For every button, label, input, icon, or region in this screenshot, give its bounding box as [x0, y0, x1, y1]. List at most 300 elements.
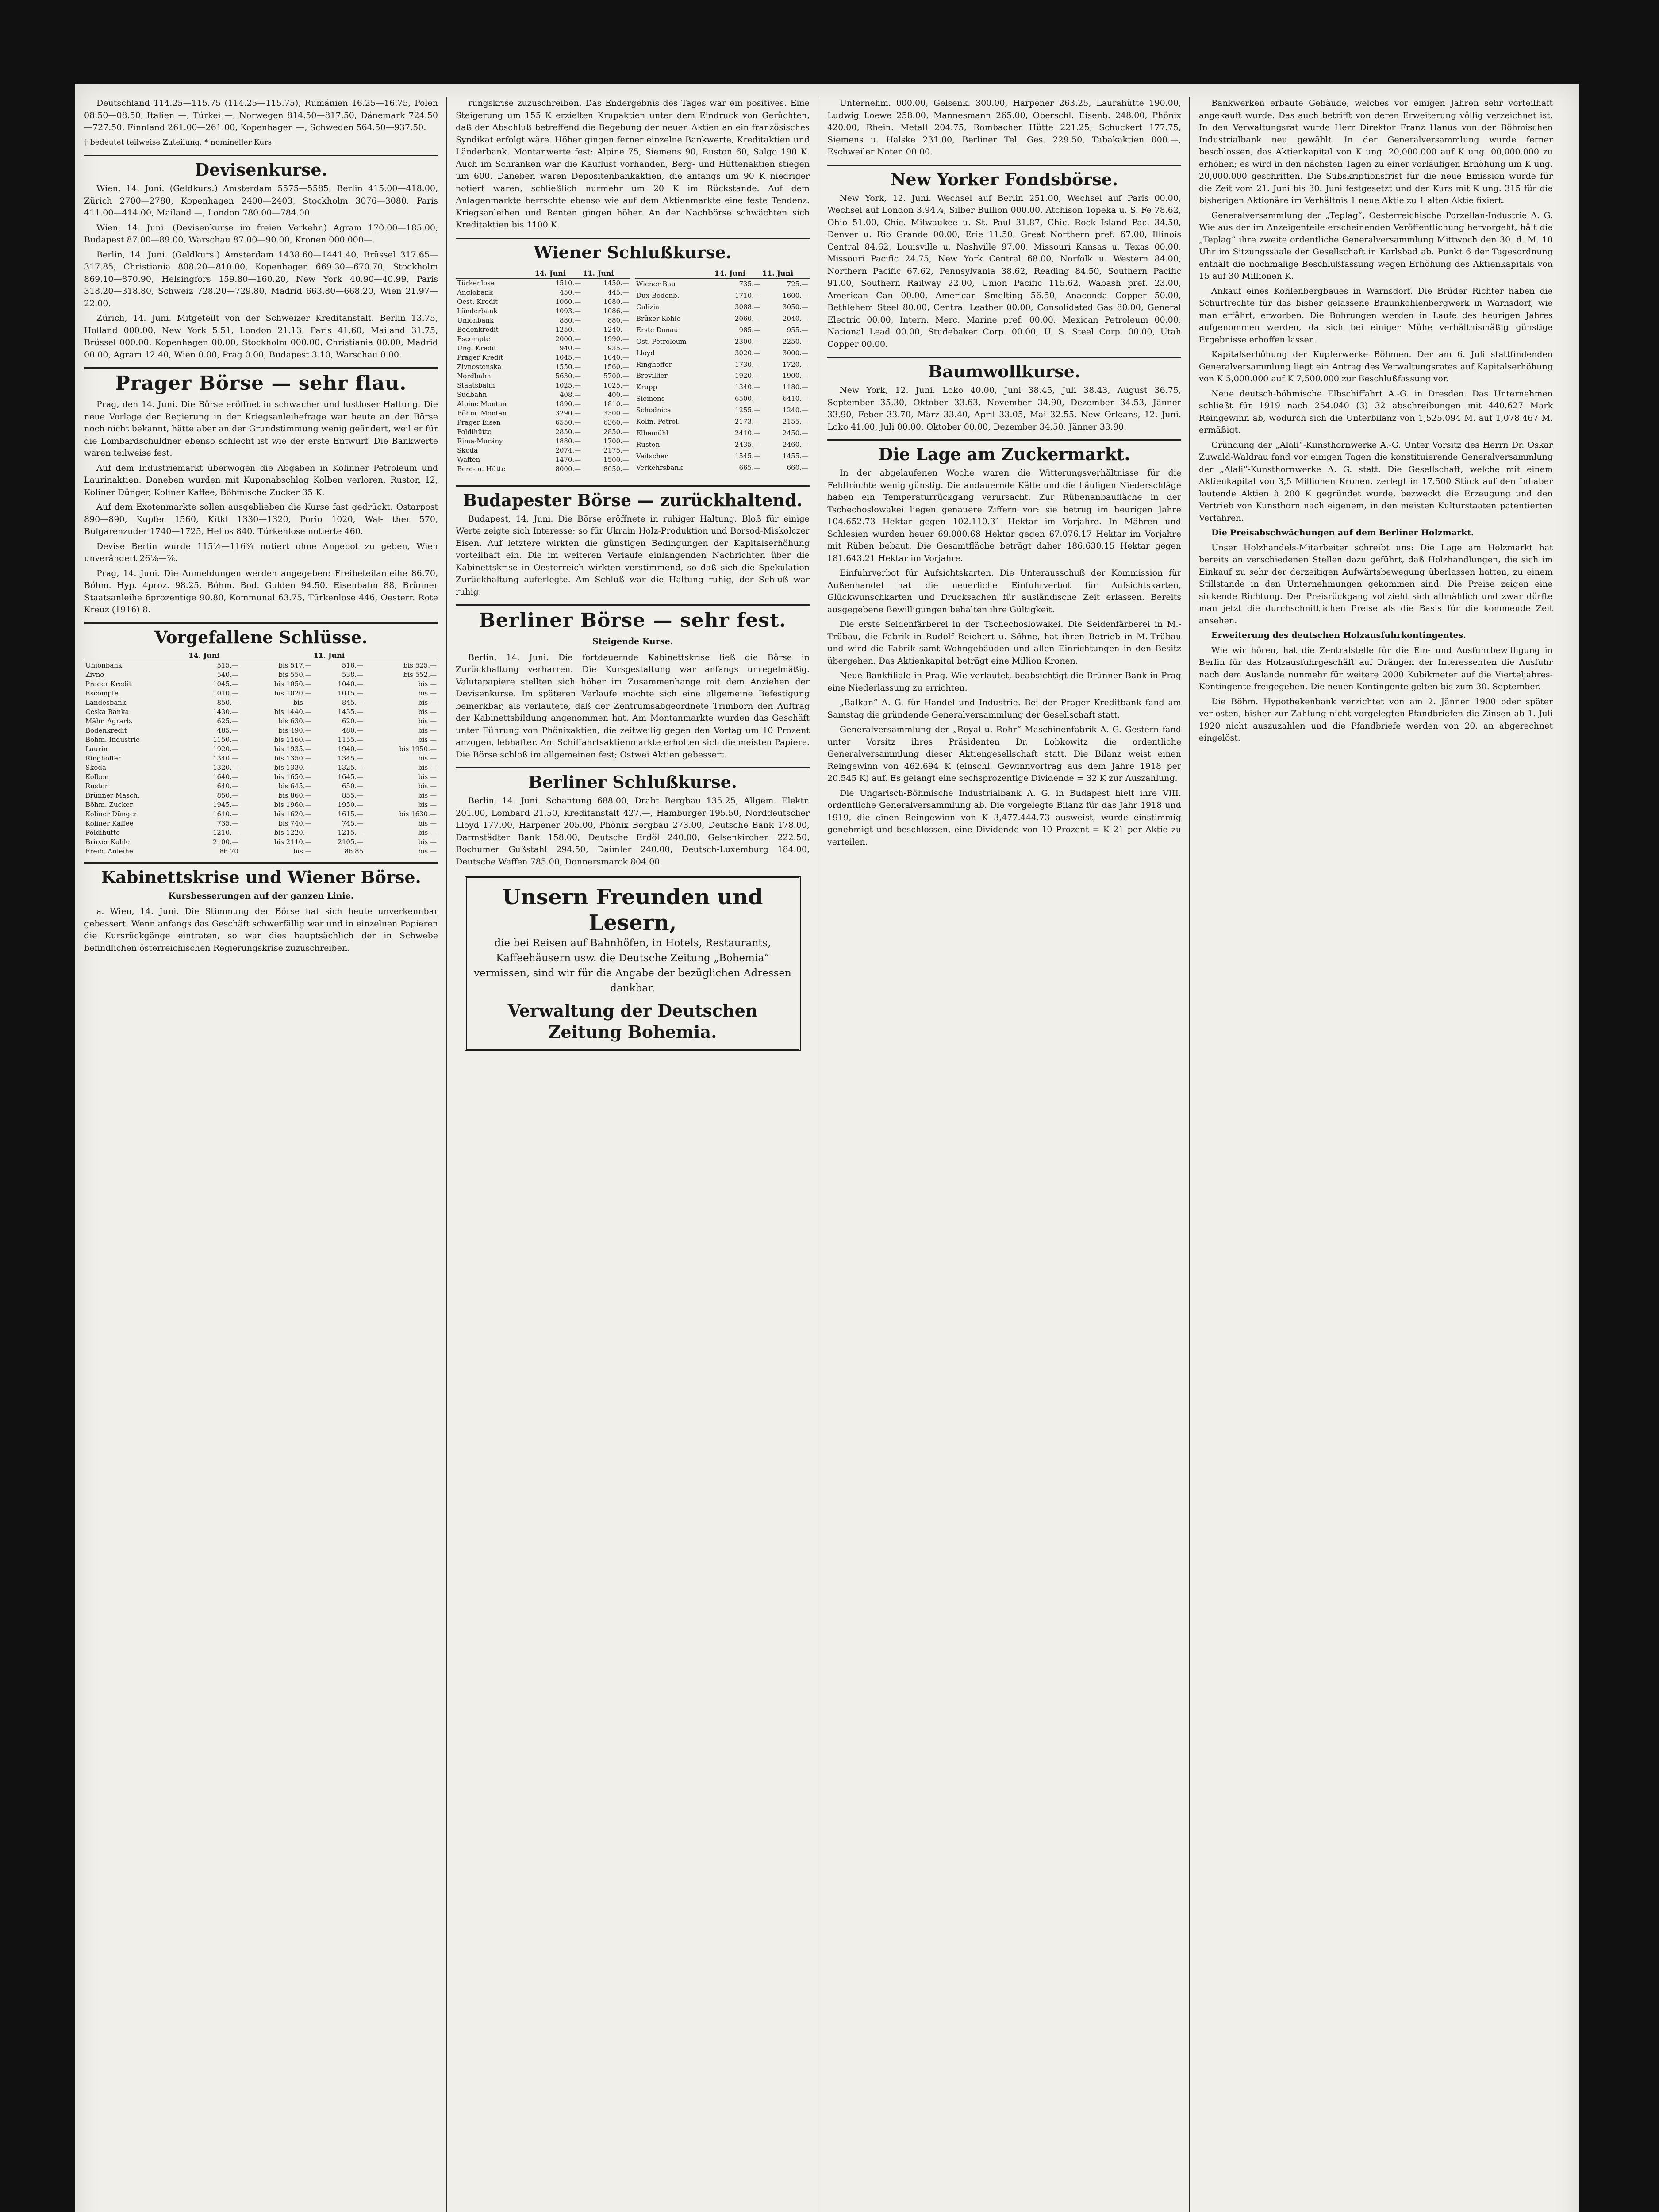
price-cell: bis — [293, 698, 312, 707]
price-cell: 935.— [607, 344, 629, 352]
table-row [635, 416, 810, 428]
price-cell: 1645.— [338, 772, 364, 781]
table-row [84, 726, 438, 735]
security-name: Ost. Petroleum [636, 337, 687, 346]
price-cell: 400.— [607, 390, 629, 399]
section-title-new-york: New Yorker Fondsbörse. [827, 165, 1181, 190]
security-name: Prager Kredit [85, 680, 132, 688]
price-cell: 445.— [607, 288, 629, 296]
price-cell: 880.— [607, 316, 629, 324]
price-cell: 485.— [217, 726, 238, 734]
table-row [635, 439, 810, 451]
table-row [635, 382, 810, 393]
security-name: Verkehrsbank [636, 463, 683, 472]
security-name: Staatsbahn [457, 381, 495, 389]
price-cell: 1060.— [555, 297, 581, 306]
table-row [84, 707, 438, 717]
news-item: Einfuhrverbot für Aufsichtskarten. Die Unterausschuß der Kommission für Außenhandel hat die neuerliche Einfuhrverbot für Aufsichtskarten, Glückwunschkarten und Drucksachen für ausländische Zeit erlassen. Bereits ausgegebene Bewilligungen behalten ihre Gültigkeit. [827, 568, 1181, 614]
security-name: Koliner Kaffee [85, 819, 134, 827]
price-cell: bis — [418, 837, 437, 846]
table-row [84, 670, 438, 680]
security-name: Kolin. Petrol. [636, 418, 680, 426]
price-cell: 1320.— [212, 763, 238, 772]
price-cell: 2300.— [734, 337, 760, 346]
price-cell: 2175.— [603, 446, 629, 454]
security-name: Brüxer Kohle [85, 837, 130, 846]
security-name: Ruston [636, 440, 660, 449]
security-name: Dux-Bodenb. [636, 292, 680, 300]
table-row [635, 428, 810, 439]
price-cell: 1730.— [734, 360, 760, 369]
security-name: Poldihütte [457, 427, 492, 436]
table-row [635, 290, 810, 302]
devisen-wien: Wien, 14. Juni. (Geldkurs.) Amsterdam 5575—5585, Berlin 415.00—418.00, Zürich 2700—2780, Kopenhagen 2400—2403, Stockholm 3076—3080, Paris 411.00—414.00, Mailand —, London 780.00—784.00. [84, 184, 438, 218]
price-cell: 1025.— [555, 381, 581, 389]
col-header: 14. Juni [714, 268, 762, 279]
section-title-berliner-boerse: Berliner Börse — sehr fest. [456, 604, 810, 632]
price-cell: 3050.— [783, 303, 808, 311]
news-item: Generalversammlung der „Royal u. Rohr“ Maschinenfabrik A. G. Gestern fand unter Vorsitz ihres Präsidenten Dr. Lobkowitz die ordentliche Generalversammlung dieser Aktiengesellschaft statt. Die Bilanz weist einen Reingewinn von 462.694 K (einschl. Gewinnvortrag aus dem Jahre 1918 per 20.545 K) auf. Es gelangt eine sechsprozentige Dividende = 32 K zur Auszahlung. [827, 725, 1181, 783]
price-cell: 650.— [342, 782, 364, 790]
price-cell: bis 1160.— [274, 735, 312, 744]
price-cell: 1560.— [603, 362, 629, 371]
price-cell: 5630.— [555, 372, 581, 380]
security-name: Skoda [457, 446, 478, 454]
price-cell: 660.— [787, 463, 808, 472]
subtitle: Steigende Kurse. [592, 637, 673, 646]
price-cell: bis 1630.— [399, 810, 437, 818]
table-row [456, 381, 630, 390]
news-item: Wie wir hören, hat die Zentralstelle für die Ein- und Ausfuhrbewilligung in Berlin für das Holzausfuhrgeschäft auf Drängen der Interessenten die Ausfuhr nach dem Auslande nunmehr für weitere 2000 Kubikmeter auf die Vierteljahres-Kontingente freigegeben. Die neuen Kontingente gelten bis zum 30. September. [1199, 645, 1553, 691]
price-cell: 2000.— [555, 334, 581, 343]
subtitle: Kursbesserungen auf der ganzen Linie. [168, 891, 354, 901]
baumwolle-para: New York, 12. Juni. Loko 40.00, Juni 38.45, Juli 38.43, August 36.75, September 35.30, Oktober 33.63, November 34.90, Dezember 34.53, Jänner 33.90, Feber 33.70, März 33.40, April 33.05, Mai 32.55. New Orleans, 12. Juni. Loko 41.00, Juli 00.00, Oktober 00.00, Dezember 34.50, Jänner 33.90. [827, 385, 1181, 432]
table-row [456, 353, 630, 362]
price-cell: 2105.— [338, 837, 364, 846]
price-cell: 2040.— [783, 314, 808, 323]
table-row [84, 819, 438, 828]
price-cell: 1500.— [603, 455, 629, 464]
price-cell: 1710.— [734, 292, 760, 300]
table-row [84, 698, 438, 707]
price-cell: 2435.— [734, 440, 760, 449]
news-item: Ankauf eines Kohlenbergbaues in Warnsdorf. Die Brüder Richter haben die Schurfrechte für das bisher gelassene Braunkohlenbergwerk in Warnsdorf, wie man erfährt, erworben. Die Bohrungen werden in Laufe des heurigen Jahres aufgenommen werden, da sich bei einiger Mühe verhältnismäßig günstige Ergebnisse erhoffen lassen. [1199, 286, 1553, 345]
price-cell: 480.— [342, 726, 364, 734]
price-cell: bis — [418, 754, 437, 762]
security-name: Südbahn [457, 390, 487, 399]
security-name: Länderbank [457, 307, 498, 315]
table-row [456, 372, 630, 381]
price-cell: 515.— [217, 661, 238, 669]
prager-para: Auf dem Exotenmarkte sollen ausgeblieben die Kurse fast gedrückt. Ostarpost 890—890, Kupfer 1560, Kitkl 1330—1320, Porio 1020, Wal- ther 570, Bulgarenzuder 1740—1725, Helios 840. Türkenlose notierte 460. [84, 502, 438, 536]
price-cell: bis — [418, 698, 437, 707]
price-cell: bis 490.— [278, 726, 312, 734]
price-cell: bis — [293, 847, 312, 855]
column-4 [1199, 97, 1553, 2212]
price-cell: 1600.— [783, 292, 808, 300]
table-row [456, 325, 630, 334]
table-row [84, 828, 438, 837]
price-cell: 1025.— [603, 381, 629, 389]
price-cell: 2460.— [783, 440, 808, 449]
security-name: Rima-Muräny [457, 437, 503, 445]
section-title-zucker: Die Lage am Zuckermarkt. [827, 439, 1181, 465]
notice-signature: Verwaltung der Deutschen Zeitung Bohemia. [507, 1001, 758, 1042]
price-cell: 1510.— [555, 279, 581, 287]
price-cell: 845.— [342, 698, 364, 707]
price-cell: 1040.— [603, 353, 629, 361]
price-cell: 2450.— [783, 429, 808, 438]
news-item: Unser Holzhandels-Mitarbeiter schreibt uns: Die Lage am Holzmarkt hat bereits an verschiedenen Stellen dazu geführt, daß Holzhandlungen, die sich im Einkauf zu sehr der derzeitigen Aufwärtsbewegung überlassen hatten, zu einem Stillstande in den Unternehmungen gekommen sind. Die Preise zeigen eine sinkende Richtung. Der Preisrückgang vollzieht sich allmählich und zwar dürfte man jetzt die durchschnittlichen Preise als die Basis für die kommende Zeit ansehen. [1199, 542, 1553, 626]
price-cell: bis 1350.— [274, 754, 312, 762]
col-header: 11. Juni [313, 650, 438, 661]
price-cell: 735.— [739, 280, 760, 288]
price-cell: 940.— [559, 344, 581, 352]
security-name: Oest. Kredit [457, 297, 498, 306]
notice-body: die bei Reisen auf Bahnhöfen, in Hotels, Restaurants, Kaffeehäusern usw. die Deutsche Zeitung „Bohemia“ vermissen, sind wir für die Angabe der bezüglichen Adressen dankbar. [474, 937, 791, 994]
price-cell: 640.— [217, 782, 238, 790]
section-title-berliner-schlusskurse: Berliner Schlußkurse. [456, 767, 810, 792]
price-cell: 6360.— [603, 418, 629, 426]
table-row [635, 313, 810, 324]
security-name: Berg- u. Hütte [457, 465, 506, 473]
price-cell: bis 1050.— [274, 680, 312, 688]
price-cell: 1340.— [734, 383, 760, 392]
price-cell: 1990.— [603, 334, 629, 343]
notice-title: Unsern Freunden und Lesern, [502, 885, 763, 935]
security-name: Brevillier [636, 372, 668, 380]
price-cell: 1045.— [212, 680, 238, 688]
table-row [635, 359, 810, 370]
price-cell: 1610.— [212, 810, 238, 818]
security-name: Türkenlose [457, 279, 495, 287]
table-row [84, 810, 438, 819]
price-cell: bis 1330.— [274, 763, 312, 772]
price-cell: 1550.— [555, 362, 581, 371]
price-cell: 1086.— [603, 307, 629, 315]
price-cell: 1700.— [603, 437, 629, 445]
price-cell: 516.— [342, 661, 364, 669]
table-row [84, 745, 438, 754]
news-item: Die Ungarisch-Böhmische Industrialbank A. G. in Budapest hielt ihre VIII. ordentliche Generalversammlung ab. Die vorgelegte Bilanz für das Jahr 1918 und 1919, die einen Reingewinn von K 3,477.444.73 ausweist, wurde einstimmig genehmigt und beschlossen, eine Dividende von 10 Prozent = K 21 per Aktie zu verteilen. [827, 788, 1181, 847]
price-cell: 2250.— [783, 337, 808, 346]
price-cell: bis — [418, 680, 437, 688]
table-row [456, 455, 630, 465]
table-row [84, 800, 438, 810]
table-row [456, 334, 630, 344]
news-item: Bankwerken erbaute Gebäude, welches vor einigen Jahren sehr vorteilhaft angekauft wurde. Das auch betrifft von deren Erweiterung völlig verzeichnet ist. In den Verwaltungsrat wurde Herr Direktor Franz Hanus von der Böhmischen Industrialbank neu gewählt. In der Generalversammlung wurde ferner beschlossen, das Aktienkapital von K ung. 20,000.000 auf K ung. 00,000.000 zu erhöhen; es wird in den nächsten Tagen zu einer vorläufigen Erhöhung um K ung. 20,000.000 geschritten. Die Subskriptionsfrist für die neue Emission wurde für die Zeit vom 21. Juni bis 30. Juni festgesetzt und der Kurs mit K ung. 315 für die bisherigen Aktionäre im Verhältnis 1 neue Aktie zu 1 alten Aktie fixiert. [1199, 98, 1553, 205]
security-name: Ringhoffer [85, 754, 121, 762]
security-name: Böhm. Zucker [85, 800, 133, 809]
price-cell: 665.— [739, 463, 760, 472]
price-cell: bis 630.— [278, 717, 312, 725]
price-cell: 725.— [787, 280, 808, 288]
table-row [456, 362, 630, 372]
table-row [635, 462, 810, 473]
zucker-para: In der abgelaufenen Woche waren die Witterungsverhältnisse für die Feldfrüchte wenig günstig. Die andauernde Kälte und die häufigen Niederschläge haben ein Temperaturrückgang verursacht. Zur Rübenanbaufläche in der Tschechoslowakei liegen genauere Ziffern vor: sie betrug im heurigen Jahre 104.652.73 Hektar gegen 102.110.31 Hektar im Vorjahre. In Mähren und Schlesien wurden heuer 69.000.68 Hektar gegen 67.076.17 Hektar im Vorjahre mit Rüben bebaut. Die Gesamtfläche beträgt daher 186.630.15 Hektar gegen 181.643.21 Hektar im Vorjahre. [827, 468, 1181, 563]
table-row [635, 405, 810, 416]
price-cell: 6410.— [783, 395, 808, 403]
table-row [456, 427, 630, 437]
security-name: Elbemühl [636, 429, 668, 438]
wiener-boerse-para: rungskrise zuzuschreiben. Das Endergebnis des Tages war ein positives. Eine Steigerung um 155 K erzielten Krupaktien unter dem Eindruck von Gerüchten, daß der Abschluß betreffend die Begebung der neuen Aktien an ein französisches Syndikat erfolgt wäre. Höher gingen ferner einzelne Bankwerte, Kreditaktien und Länderbank. Montanwerte fest: Alpine 75, Siemens 90, Ruston 60, Salgo 190 K. Auch im Schranken war die Kauflust vorhanden, Berg- und Hüttenaktien stiegen um 600. Daneben waren Depositenbankaktien, die anfangs um 90 K niedriger notiert waren, schließlich nurmehr um 20 K im Rückstande. Auf dem Anlagenmarkte herrschte ebenso wie auf dem Aktienmarkte eine feste Tendenz. Kriegsanleihen und Renten gingen höher. An der Nachbörse schwächten sich Kreditaktien bis 1100 K. [456, 98, 810, 230]
price-cell: bis 740.— [278, 819, 312, 827]
price-cell: 1920.— [212, 745, 238, 753]
price-cell: 850.— [217, 791, 238, 799]
vorgefallene-table [84, 650, 438, 856]
price-cell: bis — [418, 726, 437, 734]
col-header: 11. Juni [762, 268, 810, 279]
price-cell: 1900.— [783, 372, 808, 380]
col-header: 14. Juni [534, 268, 583, 279]
price-cell: bis — [418, 717, 437, 725]
price-cell: bis 1020.— [274, 689, 312, 697]
budapest-para: Budapest, 14. Juni. Die Börse eröffnete in ruhiger Haltung. Bloß für einige Werte zeigte sich Interesse; so für Ukrain Holz-Produktion und Borsod-Miskolczer Eisen. Auf letztere wirkten die günstigen Bedingungen der Kapitalserhöhung vorteilhaft ein. Die im weiteren Verlaufe einlangenden Nachrichten über die Kabinettskrise in Oesterreich wirkten verstimmend, so daß sich die Spekulation Zurückhaltung auferlegte. Am Schluß war die Haltung ruhig, der Schluß war ruhig. [456, 514, 810, 597]
table-row [456, 390, 630, 399]
price-cell: 450.— [559, 288, 581, 296]
table-row [456, 288, 630, 297]
price-cell: 1810.— [603, 399, 629, 408]
footnote: † bedeutet teilweise Zuteilung. * nomineller Kurs. [84, 138, 274, 147]
section-title-kabinettskrise: Kabinettskrise und Wiener Börse. [84, 862, 438, 887]
devisen-zuerich: Zürich, 14. Juni. Mitgeteilt von der Schweizer Kreditanstalt. Berlin 13.75, Holland 000.00, New York 5.51, London 21.13, Paris 41.60, Mailand 31.75, Brüssel 000.00, Kopenhagen 00.00, Stockholm 000.00, Christiania 00.00, Madrid 00.00, Agram 12.40, Wien 0.00, Prag 0.00, Budapest 3.10, Warschau 0.00. [84, 313, 438, 360]
price-cell: 1250.— [555, 325, 581, 334]
security-name: Böhm. Industrie [85, 735, 140, 744]
security-name: Bodenkredit [85, 726, 127, 734]
price-cell: 6550.— [555, 418, 581, 426]
price-cell: 735.— [217, 819, 238, 827]
security-name: Prager Eisen [457, 418, 501, 426]
price-cell: 855.— [342, 791, 364, 799]
price-cell: bis 525.— [403, 661, 437, 669]
price-cell: 3300.— [603, 409, 629, 417]
table-row [84, 772, 438, 782]
price-cell: bis 552.— [403, 670, 437, 679]
wiener-table-left [456, 268, 630, 474]
price-cell: 1470.— [555, 455, 581, 464]
security-name: Brüxer Kohle [636, 314, 681, 323]
security-name: Laurin [85, 745, 108, 753]
berliner-para: Berlin, 14. Juni. Die fortdauernde Kabinettskrise ließ die Börse in Zurückhaltung verharren. Die Kursgestaltung war anfangs unregelmäßig. Valutapapiere stellten sich höher im Zusammenhange mit dem Anziehen der Devisenkurse. Im späteren Verlaufe machte sich eine allgemeine Befestigung bemerkbar, als verlautete, daß der Zentrumsabgeordnete Trimborn den Auftrag der Kabinettsbildung angenommen hat. Am Montanmarkte wurden das Geschäft unter Führung von Phönixaktien, die zeitweilig gegen den Vortag um 10 Prozent anzogen, lebhafter. Am Schiffahrtsaktienmarkte erholten sich die meisten Papiere. Die Börse schloß im allgemeinen fest; Ostwei Aktien gebessert. [456, 652, 810, 760]
table-row [84, 735, 438, 745]
price-cell: 6500.— [734, 395, 760, 403]
security-name: Zivnostenska [457, 362, 502, 371]
security-name: Escompte [457, 334, 490, 343]
security-name: Ceska Banka [85, 707, 129, 716]
price-cell: 3020.— [734, 349, 760, 357]
price-cell: bis — [418, 847, 437, 855]
price-cell: 1325.— [338, 763, 364, 772]
column-rule [446, 97, 447, 2212]
price-cell: 955.— [787, 326, 808, 334]
table-row [456, 297, 630, 307]
col-header: 14. Juni [188, 650, 313, 661]
table-row [635, 301, 810, 313]
table-row [456, 399, 630, 409]
table-row [84, 754, 438, 763]
price-cell: bis 645.— [278, 782, 312, 790]
price-cell: bis — [418, 707, 437, 716]
price-cell: 2410.— [734, 429, 760, 438]
price-cell: 1045.— [555, 353, 581, 361]
price-cell: bis — [418, 791, 437, 799]
kabinettskrise-para: a. Wien, 14. Juni. Die Stimmung der Börse hat sich heute unverkennbar gebessert. Wenn anfangs das Geschäft schwerfällig war und in einzelnen Papieren die Kursrückgänge eintraten, so war dies hauptsächlich der in Schwebe befindlichen österreichischen Regierungskrise zuzuschreiben. [84, 906, 438, 953]
price-cell: 1240.— [603, 325, 629, 334]
security-name: Waffen [457, 455, 480, 464]
section-title-budapest: Budapester Börse — zurückhaltend. [456, 485, 810, 511]
devisen-wien-frei: Wien, 14. Juni. (Devisenkurse im freien Verkehr.) Agram 170.00—185.00, Budapest 87.00—89.00, Warschau 87.00—90.00, Kronen 000.000—. [84, 223, 438, 245]
table-row [84, 689, 438, 698]
security-name: Ringhoffer [636, 360, 672, 369]
price-cell: 1093.— [555, 307, 581, 315]
section-title-wiener-schlusskurse: Wiener Schlußkurse. [456, 238, 810, 263]
table-row [84, 782, 438, 791]
price-cell: 1345.— [338, 754, 364, 762]
table-row [84, 717, 438, 726]
security-name: Bodenkredit [457, 325, 499, 334]
security-name: Freib. Anleihe [85, 847, 133, 855]
news-item: „Balkan“ A. G. für Handel und Industrie. Bei der Prager Kreditbank fand am Samstag die gründende Generalversammlung der Gesellschaft statt. [827, 698, 1181, 720]
table-row [456, 418, 630, 427]
price-cell: bis 1960.— [274, 800, 312, 809]
price-cell: 2074.— [555, 446, 581, 454]
price-cell: 3000.— [783, 349, 808, 357]
price-cell: 1615.— [338, 810, 364, 818]
news-item: Die erste Seidenfärberei in der Tschechoslowakei. Die Seidenfärberei in M.-Trübau, die Fabrik in Rudolf Reichert u. Söhne, hat ihren Betrieb in M.-Trübau und wird die Fabrik samt Wohngebäuden und allen Einrichtungen in den Besitz übergehen. Das Aktienkapital beträgt eine Million Kronen. [827, 619, 1181, 666]
price-cell: 1945.— [212, 800, 238, 809]
price-cell: bis — [418, 782, 437, 790]
price-cell: 1435.— [338, 707, 364, 716]
price-cell: bis — [418, 689, 437, 697]
price-cell: 2155.— [783, 418, 808, 426]
security-name: Unionbank [85, 661, 123, 669]
table-row [635, 370, 810, 382]
security-name: Wiener Bau [636, 280, 676, 288]
price-cell: bis 1220.— [274, 828, 312, 837]
price-cell: 1215.— [338, 828, 364, 837]
security-name: Escompte [85, 689, 119, 697]
price-cell: 1545.— [734, 452, 760, 460]
price-cell: 1210.— [212, 828, 238, 837]
table-row [456, 278, 630, 288]
table-row [84, 837, 438, 847]
reader-notice-box [465, 876, 801, 1051]
security-name: Mähr. Agrarb. [85, 717, 133, 725]
price-cell: bis — [418, 772, 437, 781]
price-cell: bis 1935.— [274, 745, 312, 753]
security-name: Prager Kredit [457, 353, 503, 361]
price-cell: bis 1950.— [399, 745, 437, 753]
security-name: Unionbank [457, 316, 494, 324]
price-cell: 1180.— [783, 383, 808, 392]
price-cell: 850.— [217, 698, 238, 707]
price-cell: 1450.— [603, 279, 629, 287]
news-item: Gründung der „Alali“-Kunsthornwerke A.-G. Unter Vorsitz des Herrn Dr. Oskar Zuwald-Waldrau fand vor einigen Tagen die konstituierende Generalversammlung der „Alali“-Kunsthornwerke A. G. statt. Die Gesellschaft, welche mit einem Aktienkapital von 3,5 Millionen Kronen, zerlegt in 17.500 Stück auf den Inhaber lautende Aktien à 200 K gegründet wurde, bezweckt die Erzeugung und den Vertrieb von Kunsthorn nach eigenem, in den meisten Kulturstaaten patentierten Verfahren. [1199, 440, 1553, 523]
section-title-baumwolle: Baumwollkurse. [827, 357, 1181, 382]
devisen-berlin: Berlin, 14. Juni. (Geldkurs.) Amsterdam 1438.60—1441.40, Brüssel 317.65—317.85, Christiania 808.20—810.00, Kopenhagen 669.30—670.70, Stockholm 869.10—870.90, Helsingfors 159.80—160.20, New York 40.90—40.99, Paris 318.20—318.80, Schweiz 728.20—729.80, Madrid 663.80—668.20, Wien 21.97—22.00. [84, 250, 438, 308]
price-cell: 1040.— [338, 680, 364, 688]
table-row [456, 465, 630, 474]
price-cell: 8000.— [555, 465, 581, 473]
price-cell: 2100.— [212, 837, 238, 846]
price-cell: 1015.— [338, 689, 364, 697]
price-cell: 2850.— [555, 427, 581, 436]
column-2 [456, 97, 810, 2212]
news-item: Kapitalserhöhung der Kupferwerke Böhmen. Der am 6. Juli stattfindenden Generalversammlung liegt ein Antrag des Verwaltungsrates auf Kapitalserhöhung von K 5,000.000 auf K 7,500.000 zur Beschlußfassung vor. [1199, 349, 1553, 384]
table-row [456, 344, 630, 353]
price-cell: bis — [418, 828, 437, 837]
security-name: Nordbahn [457, 372, 491, 380]
table-row [84, 661, 438, 670]
exchange-rates-text: Deutschland 114.25—115.75 (114.25—115.75), Rumänien 16.25—16.75, Polen 08.50—08.50, Italien —, Türkei —, Norwegen 814.50—817.50, Dänemark 724.50—727.50, Finnland 261.00—261.00, Kopenhagen —, Schweden 564.50—937.50. [84, 98, 438, 132]
price-cell: 745.— [342, 819, 364, 827]
price-cell: bis — [418, 763, 437, 772]
price-cell: bis 1620.— [274, 810, 312, 818]
security-name: Koliner Dünger [85, 810, 137, 818]
price-cell: 625.— [217, 717, 238, 725]
security-name: Kolben [85, 772, 109, 781]
news-item: Neue Bankfiliale in Prag. Wie verlautet, beabsichtigt die Brünner Bank in Prag eine Niederlassung zu errichten. [827, 671, 1181, 693]
column-1 [84, 97, 438, 2212]
price-cell: bis — [418, 735, 437, 744]
security-name: Skoda [85, 763, 106, 772]
price-cell: 1940.— [338, 745, 364, 753]
column-rule [1189, 97, 1190, 2212]
table-row [456, 409, 630, 418]
price-cell: 8050.— [603, 465, 629, 473]
price-cell: 1080.— [603, 297, 629, 306]
table-row [635, 324, 810, 336]
price-cell: 880.— [559, 316, 581, 324]
price-cell: 1720.— [783, 360, 808, 369]
price-cell: bis — [418, 819, 437, 827]
security-name: Poldihütte [85, 828, 120, 837]
security-name: Lloyd [636, 349, 655, 357]
table-row [456, 446, 630, 455]
security-name: Galizia [636, 303, 660, 311]
table-row [456, 437, 630, 446]
section-title-devisen: Devisenkurse. [84, 155, 438, 180]
price-cell: 1640.— [212, 772, 238, 781]
news-item: Neue deutsch-böhmische Elbschiffahrt A.-G. in Dresden. Das Unternehmen schließt für 1919 nach 254.040 (3) 32 abschreibungen mit 440.627 Mark Reingewinn ab, wodurch sich die Unterbilanz von 1,525.094 M. auf 1,078.467 M. ermäßigt. [1199, 388, 1553, 435]
security-name: Schodnica [636, 406, 671, 415]
price-cell: bis — [418, 800, 437, 809]
price-cell: 1155.— [338, 735, 364, 744]
berliner-schluss-para: Berlin, 14. Juni. Schantung 688.00, Draht Bergbau 135.25, Allgem. Elektr. 201.00, Lombard 21.50, Kreditanstalt 427.—, Hamburger 195.50, Norddeutscher Lloyd 177.00, Harpener 205.00, Phönix Bergbau 273.00, Deutsche Bank 178.00, Darmstädter Bank 158.00, Deutsche Erdöl 240.00, Gelsenkirchen 222.50, Bochumer Gußstahl 294.50, Daimler 240.00, Deutsch-Luxemburg 184.00, Deutsche Waffen 785.00, Donnersmarck 804.00. [456, 796, 810, 867]
news-item: Generalversammlung der „Teplag“, Oesterreichische Porzellan-Industrie A. G. Wie aus der im Anzeigenteile erscheinenden Veröffentlichung hervorgeht, hält die „Teplag“ ihre zweite ordentliche Generalversammlung Mittwoch den 30. d. M. 10 Uhr im Sitzungssaale der Gesellschaft in Karlsbad ab. Punkt 6 der Tagesordnung enthält die nochmalige Beschlußfassung wegen Erhöhung des Aktienkapitals von 15 auf 30 Millionen K. [1199, 210, 1553, 281]
table-row [84, 763, 438, 772]
price-cell: bis 517.— [278, 661, 312, 669]
price-cell: 86.85 [344, 847, 364, 855]
security-name: Ung. Kredit [457, 344, 497, 352]
security-name: Alpine Montan [457, 399, 507, 408]
table-row [84, 680, 438, 689]
price-cell: 1880.— [555, 437, 581, 445]
price-cell: 1255.— [734, 406, 760, 415]
price-cell: 620.— [342, 717, 364, 725]
price-cell: bis 1440.— [274, 707, 312, 716]
erweiterung-title: Erweiterung des deutschen Holzausfuhrkontingentes. [1211, 630, 1466, 640]
price-cell: 1240.— [783, 406, 808, 415]
holz-title: Die Preisabschwächungen auf dem Berliner Holzmarkt. [1211, 528, 1474, 538]
news-item: Die Böhm. Hypothekenbank verzichtet von am 2. Jänner 1900 oder später verlosten, bisher zur Zahlung nicht vorgelegten Pfandbriefen die Zinsen ab 1. Juli 1920 nicht auszuzahlen und die Pfandbriefe werden von 20. an abgerechnet eingelöst. [1199, 696, 1553, 743]
newspaper-page [75, 84, 1579, 2212]
prager-para: Devise Berlin wurde 115¼—116¾ notiert ohne Angebot zu geben, Wien unverändert 26⅛—⅞. [84, 541, 438, 563]
security-name: Siemens [636, 395, 665, 403]
price-cell: bis 860.— [278, 791, 312, 799]
col-header: 11. Juni [582, 268, 630, 279]
table-row [635, 278, 810, 290]
